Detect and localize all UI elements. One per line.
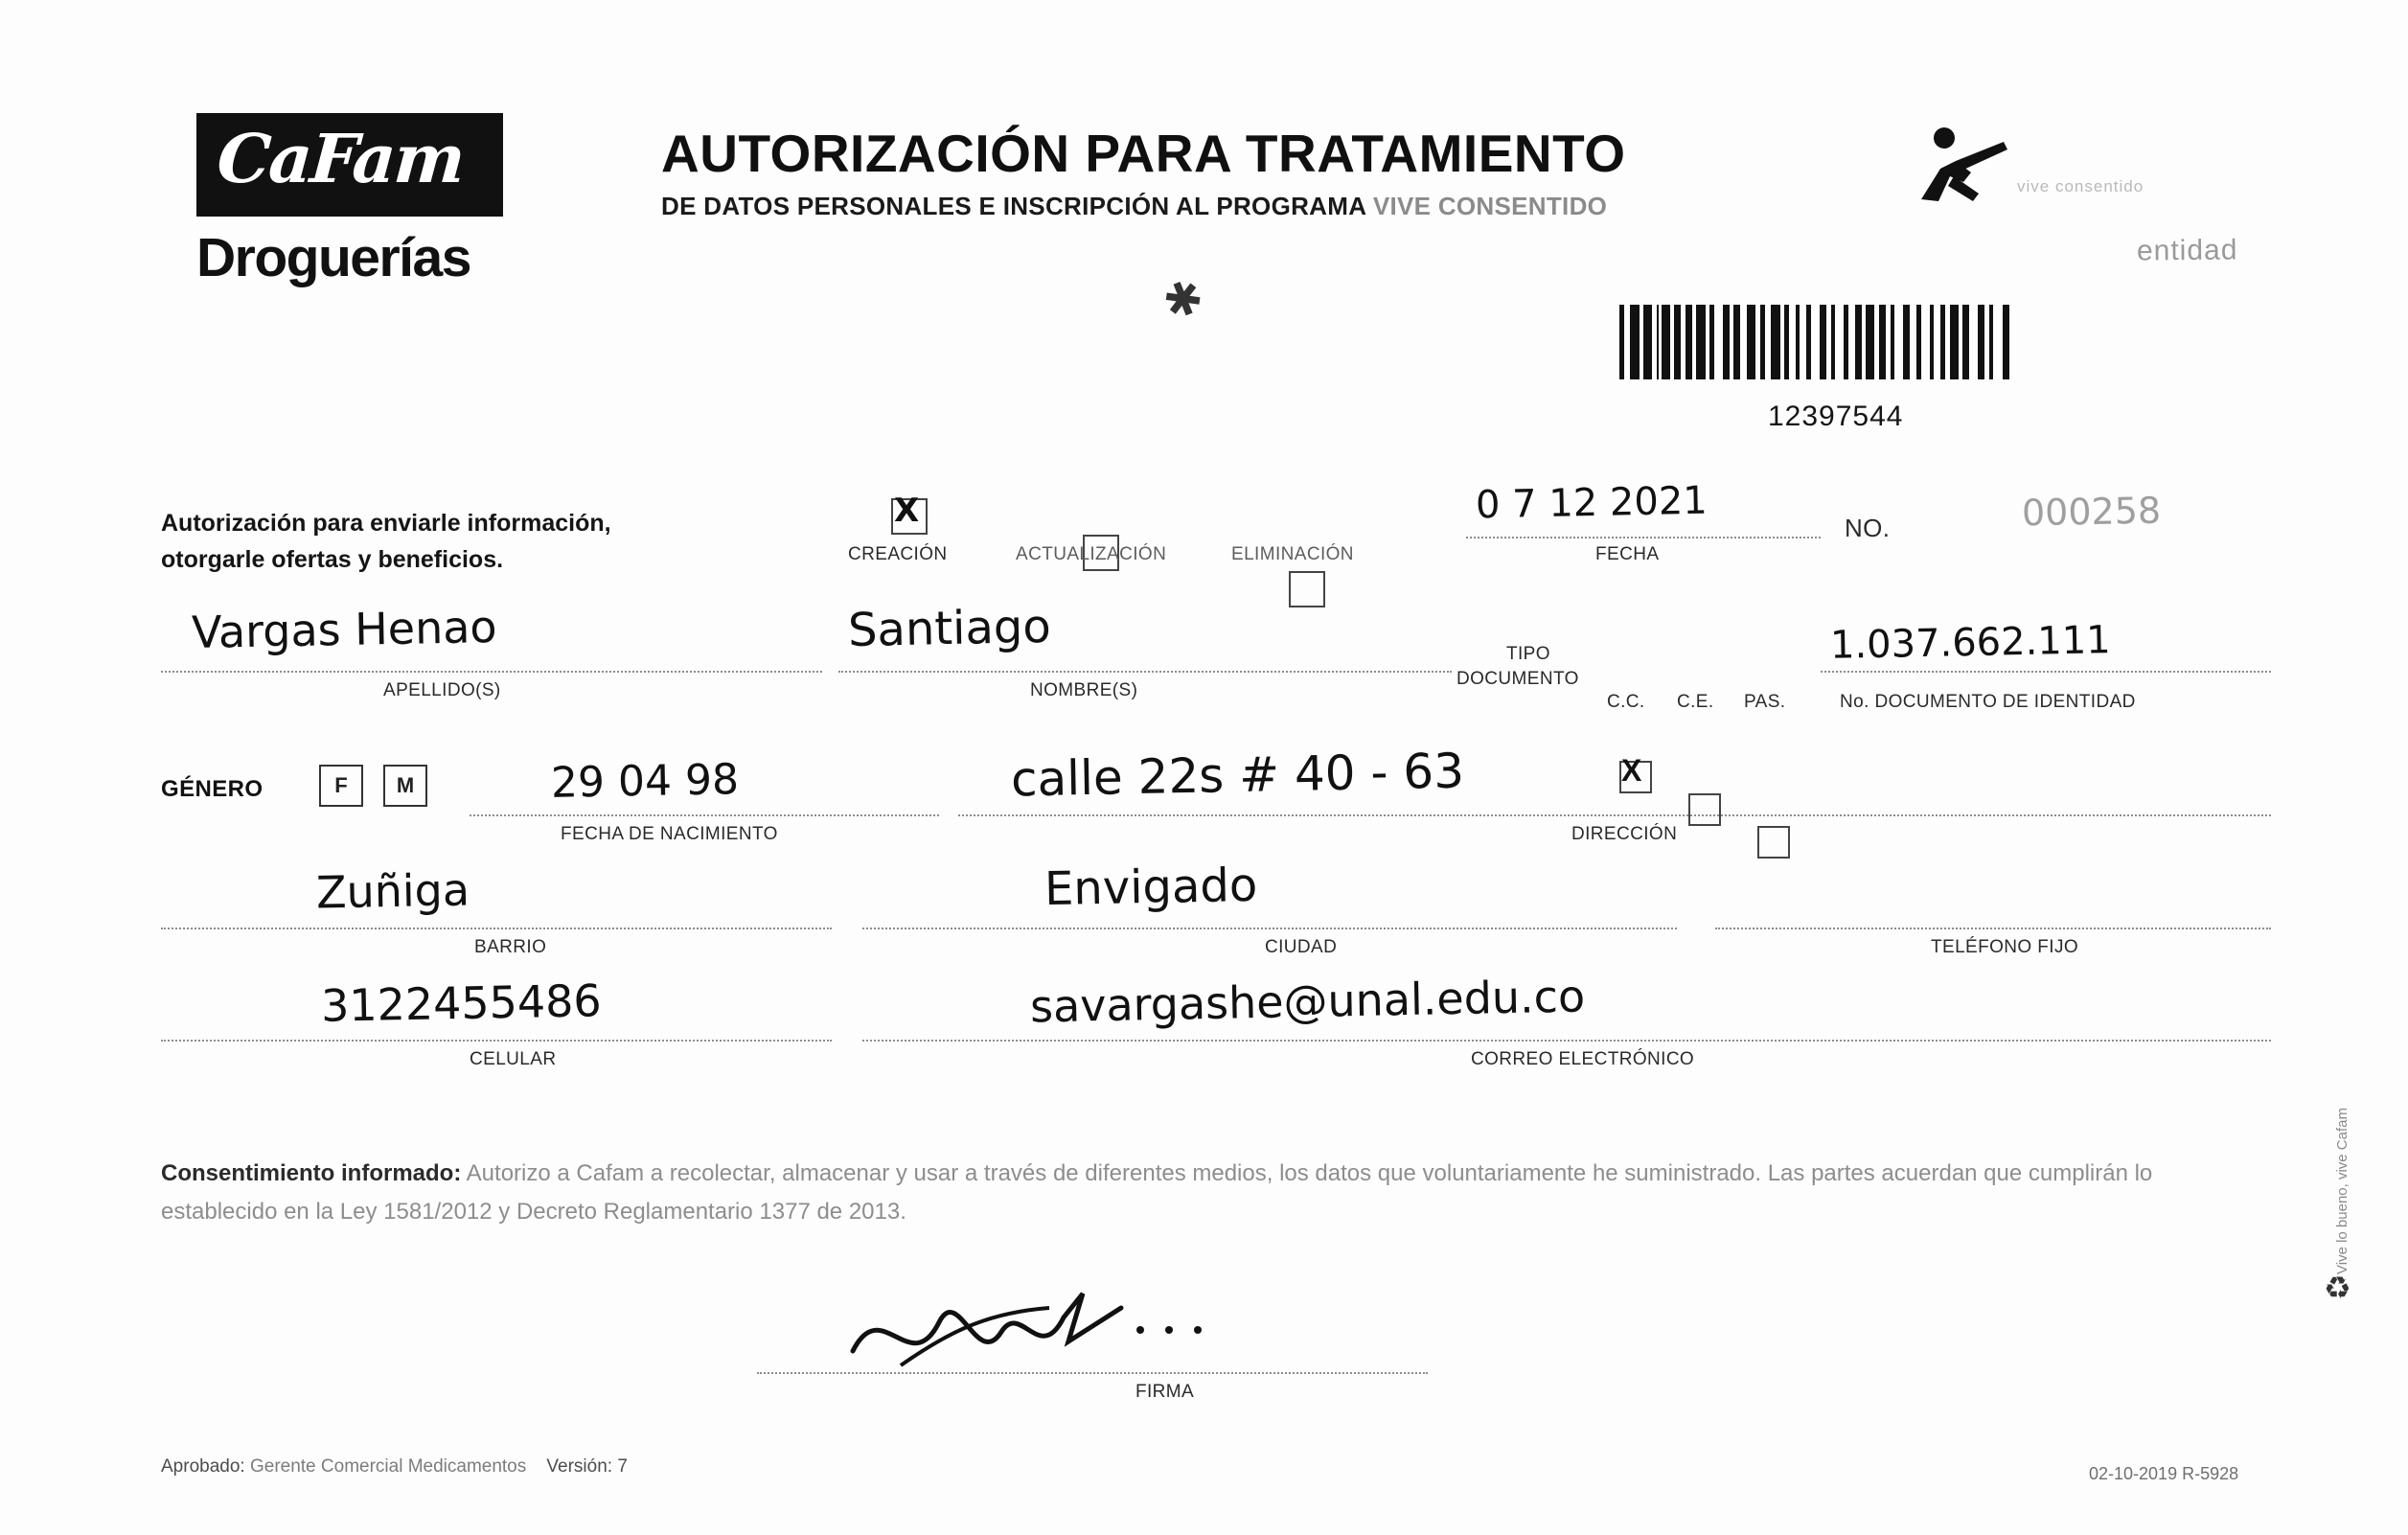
numero-documento-value: 1.037.662.111 [1829, 618, 2112, 668]
label-actualizacion: ACTUALIZACIÓN [1016, 544, 1167, 564]
checkbox-pas[interactable] [1757, 826, 1790, 859]
barcode-bar [1962, 305, 1969, 379]
recycle-icon: ♻ [2324, 1271, 2351, 1305]
barcode-bar [1765, 305, 1772, 379]
label-direccion: DIRECCIÓN [1571, 824, 1678, 844]
barcode-bar [1978, 305, 1984, 379]
barcode-bar [1643, 305, 1652, 379]
barcode-bar [1747, 305, 1755, 379]
signature-mark [843, 1274, 1227, 1399]
barcode-bar [1921, 305, 1930, 379]
label-fecha-nacimiento: FECHA DE NACIMIENTO [561, 824, 778, 844]
footer-right-code: 02-10-2019 R-5928 [2089, 1464, 2239, 1483]
barcode-bar [1950, 305, 1959, 379]
barcode-bar [1903, 305, 1910, 379]
label-eliminacion: ELIMINACIÓN [1231, 544, 1354, 564]
barcode-bar [1686, 305, 1692, 379]
label-genero: GÉNERO [161, 776, 264, 802]
barcode-bar [1848, 305, 1855, 379]
direccion-value: calle 22s # 40 - 63 [1010, 743, 1465, 808]
form-title: AUTORIZACIÓN PARA TRATAMIENTO [661, 124, 1626, 183]
logo-box [196, 113, 503, 217]
barcode-bar [1789, 305, 1796, 379]
label-tipo-documento-1: TIPO [1506, 644, 1550, 664]
barcode-bar [1624, 305, 1631, 379]
label-celular: CELULAR [470, 1049, 557, 1069]
barcode-bar [1674, 305, 1681, 379]
fecha-value: 0 7 12 2021 [1475, 478, 1709, 528]
ciudad-value: Envigado [1043, 858, 1258, 917]
barcode-bar [2009, 305, 2014, 379]
label-ce: C.E. [1677, 692, 1714, 712]
barcode-bar [1696, 305, 1705, 379]
barcode-bar [1630, 305, 1639, 379]
barcode-bar [1879, 305, 1886, 379]
footer-approved-value: Gerente Comercial Medicamentos [249, 1456, 527, 1477]
firma-line [757, 1372, 1428, 1374]
barcode-bar [1714, 305, 1723, 379]
barcode-bar [1723, 305, 1730, 379]
barrio-line [161, 928, 832, 929]
top-right-ghost-text: entidad [2136, 234, 2238, 267]
checkbox-cc[interactable] [1619, 761, 1652, 793]
checkbox-eliminacion[interactable] [1289, 571, 1325, 607]
intro-line-2: otorgarle ofertas y beneficios. [161, 546, 504, 573]
barcode-bar [1894, 305, 1903, 379]
logo-wordmark: CaFam [215, 119, 467, 198]
apellidos-line [161, 671, 822, 673]
genero-option-f[interactable]: F [319, 765, 363, 807]
label-correo: CORREO ELECTRÓNICO [1471, 1049, 1695, 1069]
label-firma: FIRMA [1135, 1382, 1195, 1402]
checkbox-creacion[interactable] [891, 498, 928, 535]
barcode-bar [2003, 305, 2009, 379]
barrio-value: Zuñiga [315, 863, 470, 919]
form-subtitle-faded: VIVE CONSENTIDO [1372, 192, 1608, 220]
barcode-bar [1733, 305, 1740, 379]
logo-subtitle: Droguerías [196, 227, 470, 288]
barcode-bar [1800, 305, 1806, 379]
direccion-line [958, 814, 2271, 816]
form-subtitle [661, 192, 1607, 221]
numero-documento-line [1821, 671, 2271, 673]
correo-line [862, 1040, 2271, 1042]
correo-value: savargashe@unal.edu.co [1029, 970, 1586, 1033]
footer-version-value: 7 [617, 1456, 628, 1477]
checkbox-ce[interactable] [1688, 793, 1721, 826]
genero-option-m[interactable]: M [383, 765, 427, 807]
label-nombres: NOMBRE(S) [1030, 680, 1138, 700]
label-fecha: FECHA [1595, 544, 1660, 564]
footer-left [161, 1456, 628, 1478]
form-number-value: 000258 [2021, 489, 2162, 535]
barcode-bar [1855, 305, 1862, 379]
apellidos-value: Vargas Henao [191, 600, 498, 659]
barcode-bar [1934, 305, 1940, 379]
cafam-logo [196, 113, 503, 289]
barcode-bar [1910, 305, 1916, 379]
barcode-bar [1811, 305, 1820, 379]
footer-version-label: Versión: [546, 1456, 613, 1477]
barcode-bar [1969, 305, 1978, 379]
barcode-bar [1835, 305, 1844, 379]
label-pas: PAS. [1744, 692, 1786, 712]
runner-icon [1912, 123, 2027, 209]
barcode-bar [1771, 305, 1779, 379]
label-telefono-fijo: TELÉFONO FIJO [1931, 937, 2079, 957]
ciudad-line [862, 928, 1677, 929]
barcode-bar [1866, 305, 1874, 379]
celular-value: 3122455486 [320, 974, 603, 1032]
label-apellidos: APELLIDO(S) [383, 680, 501, 700]
barcode-bar [1820, 305, 1826, 379]
fecha-nacimiento-value: 29 04 98 [550, 755, 740, 808]
barcode-number: 12397544 [1768, 401, 1904, 432]
nombres-line [838, 671, 1452, 673]
consent-heading: Consentimiento informado: [161, 1160, 462, 1186]
footer-side-text: Vive lo bueno, vive Cafam [2334, 1108, 2351, 1274]
barcode-bar [1993, 305, 2002, 379]
consent-paragraph [161, 1155, 2269, 1231]
telefono-fijo-line [1715, 928, 2271, 929]
fecha-nacimiento-line [470, 814, 939, 816]
nombres-value: Santiago [847, 599, 1052, 658]
label-barrio: BARRIO [474, 937, 547, 957]
form-subtitle-visible: DE DATOS PERSONALES E INSCRIPCIÓN AL PROGRAMA [661, 192, 1366, 220]
label-numero-documento: No. DOCUMENTO DE IDENTIDAD [1840, 692, 2136, 712]
footer-approved-label: Aprobado: [161, 1456, 245, 1477]
barcode-bar [1662, 305, 1670, 379]
consent-body: Autorizo a Cafam a recolectar, almacenar y usar a través de diferentes medios, los datos que voluntariamente he suministrado. Las partes acuerdan que cumplirán lo establecido en la Ley 1581/2012 y Decreto Reglamentario 1377 de 2013. [161, 1160, 2153, 1225]
program-icon-caption: vive consentido [2017, 177, 2144, 195]
label-tipo-documento-2: DOCUMENTO [1456, 669, 1579, 689]
intro-line-1: Autorización para enviarle información, [161, 510, 611, 537]
ink-smudge-mark: ✱ [1156, 269, 1211, 332]
label-creacion: CREACIÓN [848, 544, 948, 564]
barcode [1619, 305, 2031, 379]
celular-line [161, 1040, 832, 1042]
label-cc: C.C. [1607, 692, 1645, 712]
label-ciudad: CIUDAD [1265, 937, 1338, 957]
barcode-bar [1740, 305, 1747, 379]
label-no: NO. [1845, 514, 1891, 542]
fecha-line [1466, 537, 1821, 538]
